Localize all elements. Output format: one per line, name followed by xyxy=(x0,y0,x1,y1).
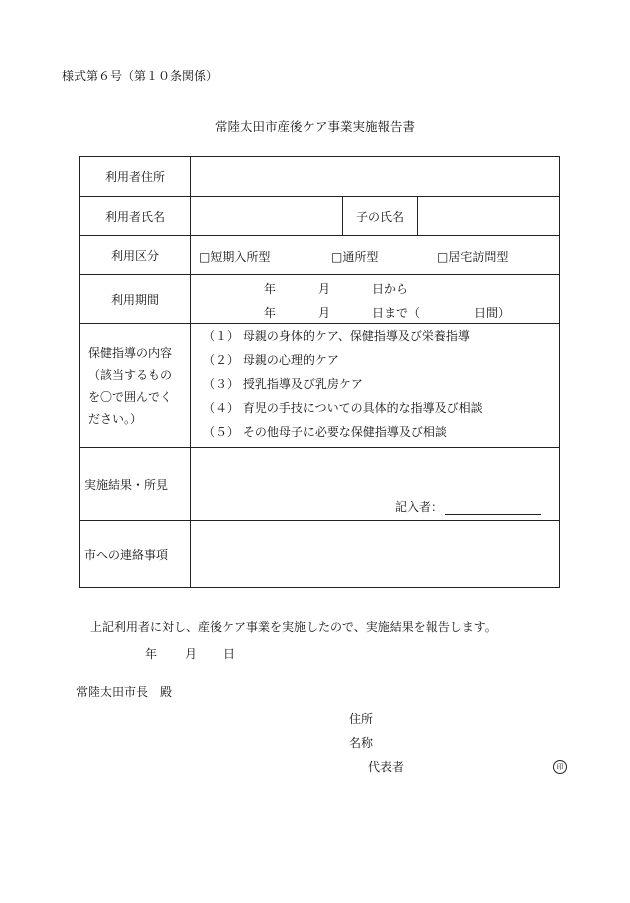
guidance-label-line: （該当するもの xyxy=(88,367,173,382)
option-day-care[interactable]: □通所型 xyxy=(331,250,379,264)
period-from-month: 月 xyxy=(318,282,331,296)
address-field[interactable] xyxy=(191,157,560,197)
report-statement: 上記利用者に対し、産後ケア事業を実施したので、実施結果を報告します。 xyxy=(90,620,497,634)
guidance-item-4[interactable]: （４） 育児の手技についての具体的な指導及び相談 xyxy=(203,401,483,415)
recorder-signature-line[interactable] xyxy=(445,514,541,515)
result-label: 実施結果・所見 xyxy=(80,448,191,521)
period-row xyxy=(80,275,560,324)
usage-type-row xyxy=(80,236,560,275)
document-title: 常陸太田市産後ケア事業実施報告書 xyxy=(214,119,415,134)
result-row xyxy=(80,448,560,521)
report-table xyxy=(79,156,560,588)
seal-mark: 印 xyxy=(553,760,567,774)
guidance-item-1[interactable]: （１） 母親の身体的ケア、保健指導及び栄養指導 xyxy=(203,329,470,343)
guidance-label-line: ださい。） xyxy=(88,411,143,426)
result-field[interactable] xyxy=(191,448,560,521)
guidance-item-2[interactable]: （２） 母親の心理的ケア xyxy=(203,353,339,367)
guidance-row xyxy=(80,324,560,448)
user-name-field[interactable] xyxy=(191,197,343,236)
guidance-label xyxy=(80,324,191,448)
period-from-day: 日から xyxy=(372,282,409,296)
user-name-label: 利用者氏名 xyxy=(80,197,191,236)
usage-type-label: 利用区分 xyxy=(80,236,191,275)
sender-representative-label: 代表者 xyxy=(368,760,405,774)
option-short-stay[interactable]: □短期入所型 xyxy=(199,250,271,264)
contact-label: 市への連絡事項 xyxy=(80,521,191,588)
guidance-label-line: 保健指導の内容 xyxy=(88,345,173,360)
sender-name-label: 名称 xyxy=(349,736,374,750)
guidance-label-line: を〇で囲んでく xyxy=(88,389,173,404)
seal-icon xyxy=(553,758,567,774)
period-from-year: 年 xyxy=(264,282,277,296)
period-to-month: 月 xyxy=(318,306,331,320)
period-to-day: 日まで（ xyxy=(372,306,421,320)
period-days: 日間） xyxy=(474,306,511,320)
option-home-visit[interactable]: □居宅訪問型 xyxy=(437,250,509,264)
date-year: 年 xyxy=(145,647,158,661)
form-number: 様式第６号（第１０条関係） xyxy=(62,69,219,83)
sender-address-label: 住所 xyxy=(349,712,374,726)
guidance-item-5[interactable]: （５） その他母子に必要な保健指導及び相談 xyxy=(203,425,447,439)
period-field[interactable] xyxy=(191,275,560,324)
child-name-field[interactable] xyxy=(418,197,560,236)
recorder-label: 記入者： xyxy=(395,500,444,514)
usage-type-options xyxy=(191,236,560,275)
child-name-label: 子の氏名 xyxy=(343,197,418,236)
name-row xyxy=(80,197,560,236)
address-label: 利用者住所 xyxy=(80,157,191,197)
period-label: 利用期間 xyxy=(80,275,191,324)
period-to-year: 年 xyxy=(264,306,277,320)
contact-field[interactable] xyxy=(191,521,560,588)
guidance-items xyxy=(191,324,560,448)
guidance-item-3[interactable]: （３） 授乳指導及び乳房ケア xyxy=(203,377,363,391)
date-day: 日 xyxy=(223,647,236,661)
date-month: 月 xyxy=(185,647,198,661)
contact-row xyxy=(80,521,560,588)
addressee: 常陸太田市長 殿 xyxy=(76,685,173,699)
address-row xyxy=(80,157,560,197)
